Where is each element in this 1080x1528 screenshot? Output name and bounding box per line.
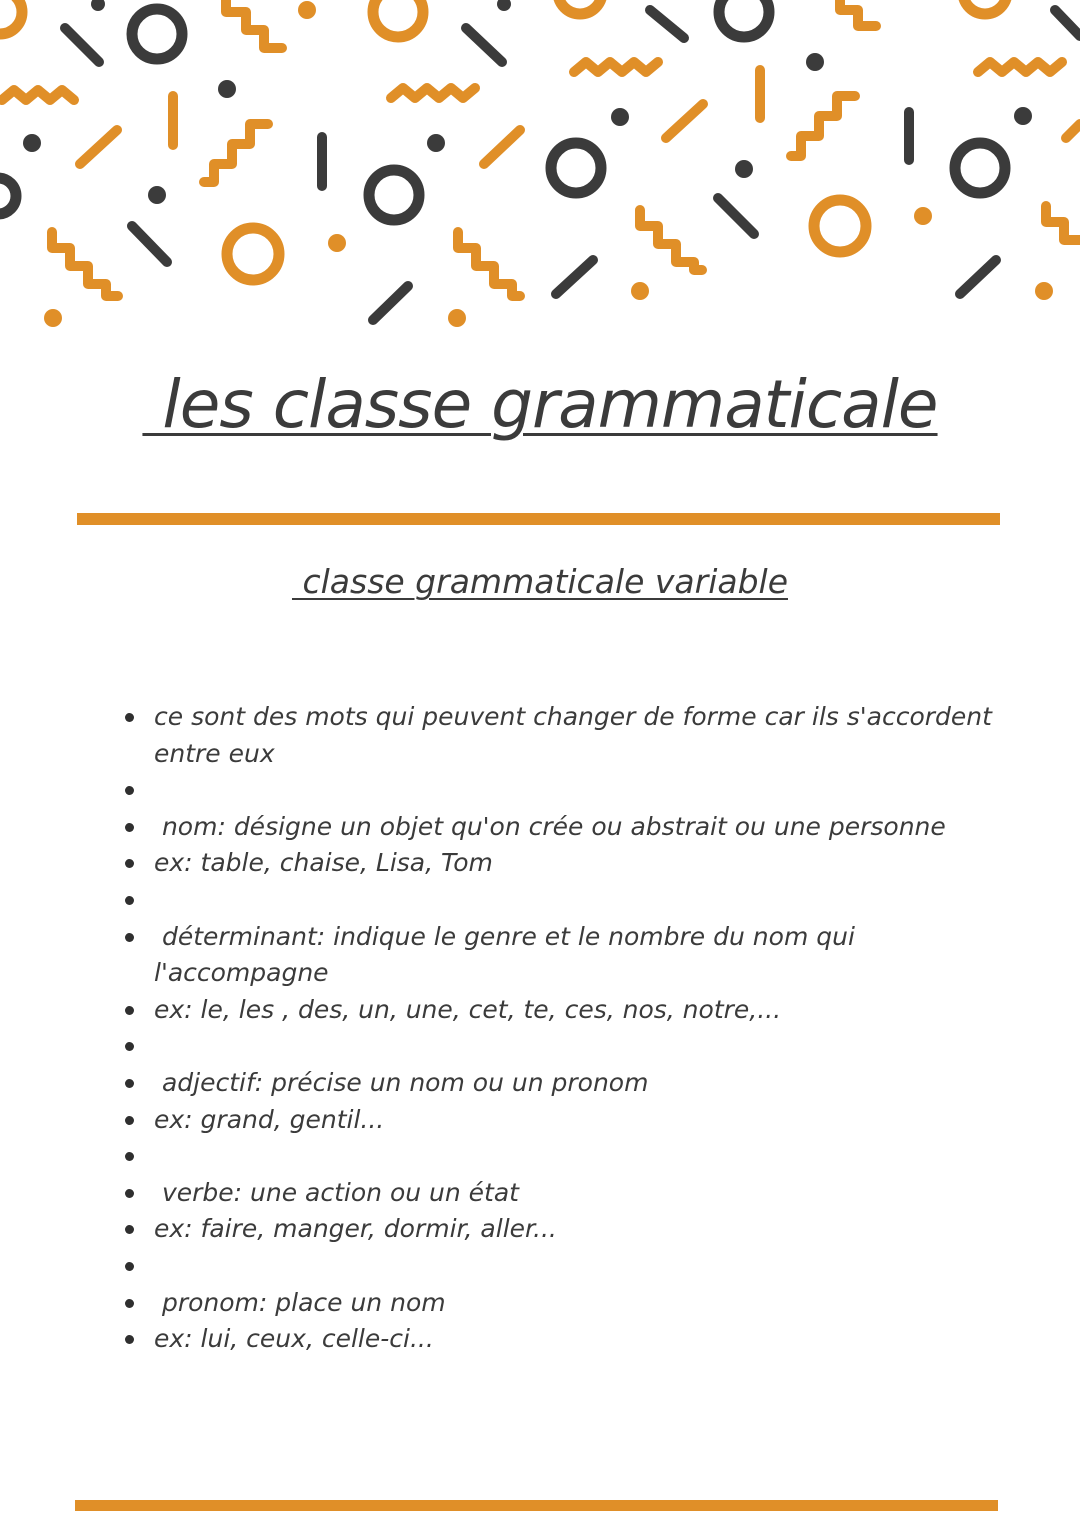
decorative-confetti-pattern xyxy=(0,0,1080,340)
list-item: ex: table, chaise, Lisa, Tom xyxy=(118,845,998,882)
list-item: ex: faire, manger, dormir, aller... xyxy=(118,1211,998,1248)
list-item: ce sont des mots qui peuvent changer de forme car ils s'accordent entre eux xyxy=(118,699,998,772)
list-item: verbe: une action ou un état xyxy=(118,1175,998,1212)
bottom-divider xyxy=(75,1500,998,1511)
list-item xyxy=(118,882,998,919)
notes-list xyxy=(118,699,998,1358)
list-item: nom: désigne un objet qu'on crée ou abstrait ou une personne xyxy=(118,809,998,846)
page-title-text: les classe grammaticale xyxy=(142,366,938,443)
page-title xyxy=(0,355,1080,455)
list-item xyxy=(118,772,998,809)
list-item: adjectif: précise un nom ou un pronom xyxy=(118,1065,998,1102)
section-heading-text: classe grammaticale variable xyxy=(291,562,788,601)
list-item: déterminant: indique le genre et le nombre du nom qui l'accompagne xyxy=(118,919,998,992)
list-item: ex: lui, ceux, celle-ci... xyxy=(118,1321,998,1358)
list-item xyxy=(118,1248,998,1285)
top-divider xyxy=(77,513,1000,525)
list-item: pronom: place un nom xyxy=(118,1285,998,1322)
list-item xyxy=(118,1028,998,1065)
list-item: ex: grand, gentil... xyxy=(118,1102,998,1139)
list-item: ex: le, les , des, un, une, cet, te, ces, nos, notre,... xyxy=(118,992,998,1029)
section-heading xyxy=(0,556,1080,608)
list-item xyxy=(118,1138,998,1175)
